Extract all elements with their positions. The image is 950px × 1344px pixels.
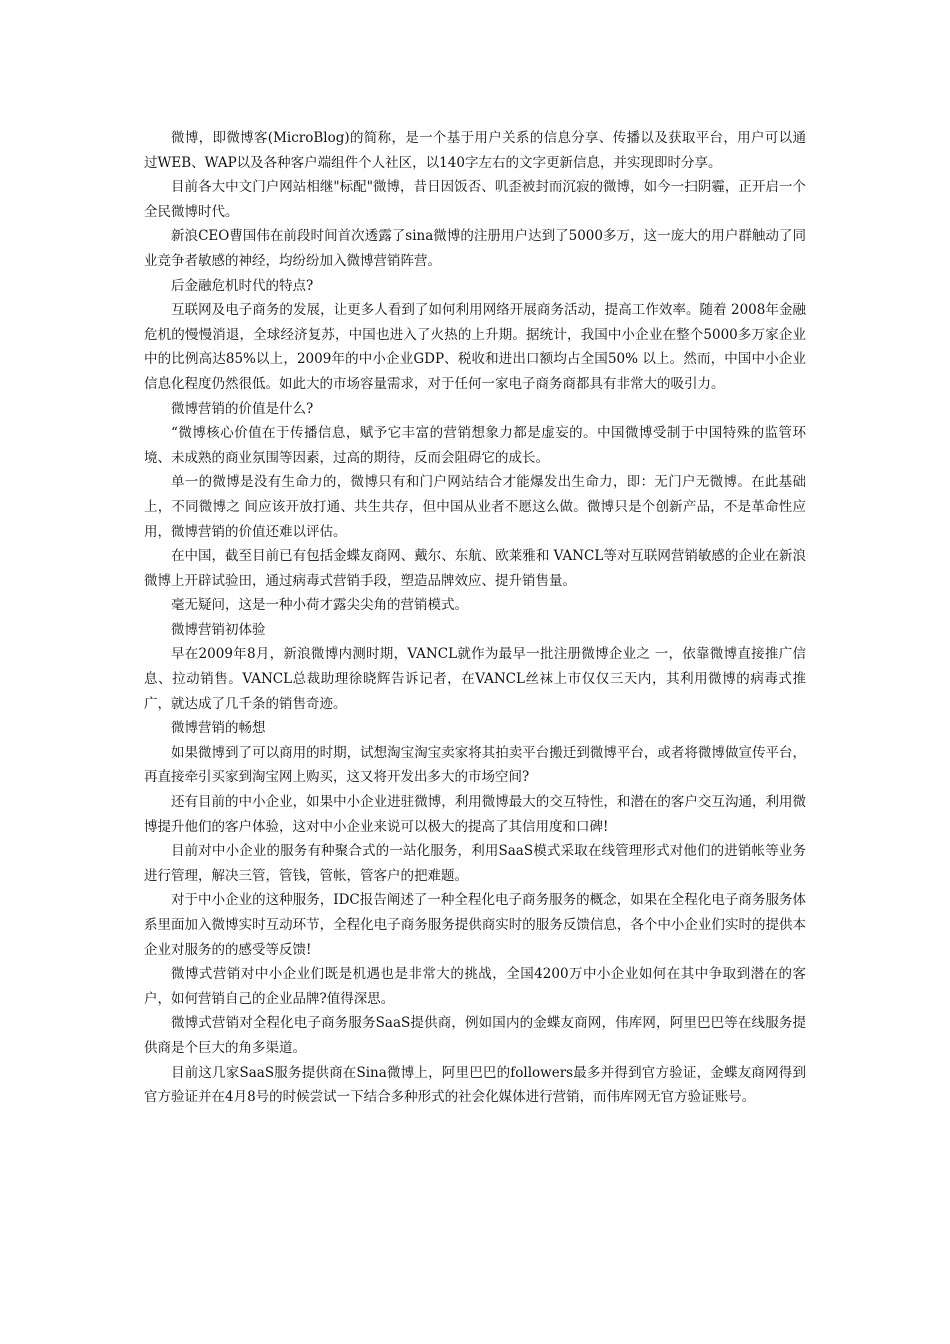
section-heading: 微博营销的价值是什么? <box>171 400 314 417</box>
section-heading: 后金融危机时代的特点? <box>171 277 314 294</box>
section-heading: 微博营销初体验 <box>171 621 266 638</box>
paragraph: 早在2009年8月，新浪微博内测时期，VANCL就作为最早一批注册微博企业之 一，依靠微博直接推广信息、拉动销售。VANCL总裁助理徐晓辉告诉记者，在VANCL丝袜上市仅仅三天内，其利用微博的病毒式推广，就达成了几千条的销售奇迹。 <box>144 646 806 712</box>
paragraph: 毫无疑问，这是一种小荷才露尖尖角的营销模式。 <box>171 597 468 614</box>
section-heading: 微博营销的畅想 <box>171 720 266 737</box>
paragraph: 对于中小企业的这种服务，IDC报告阐述了一种全程化电子商务服务的概念，如果在全程化电子商务服务体系里面加入微博实时互动环节，全程化电子商务服务提供商实时的服务反馈信息，各个中小企业们实时的提供本企业对服务的的感受等反馈! <box>144 892 806 958</box>
document-page <box>144 126 806 1110</box>
paragraph: 目前各大中文门户网站相继"标配"微博，昔日因饭否、叽歪被封而沉寂的微博，如今一扫阴霾，正开启一个全民微博时代。 <box>144 179 806 220</box>
paragraph: “微博核心价值在于传播信息，赋予它丰富的营销想象力都是虚妄的。中国微博受制于中国特殊的监管环境、未成熟的商业氛围等因素，过高的期待，反而会阻碍它的成长。 <box>144 425 806 466</box>
paragraph: 微博，即微博客(MicroBlog)的简称，是一个基于用户关系的信息分享、传播以及获取平台，用户可以通过WEB、WAP以及各种客户端组件个人社区，以140字左右的文字更新信息，并实现即时分享。 <box>144 130 806 171</box>
paragraph: 新浪CEO曹国伟在前段时间首次透露了sina微博的注册用户达到了5000多万，这一庞大的用户群触动了同业竞争者敏感的神经，均纷纷加入微博营销阵营。 <box>144 228 806 269</box>
paragraph: 如果微博到了可以商用的时期，试想淘宝淘宝卖家将其拍卖平台搬迁到微博平台，或者将微博做宣传平台，再直接牵引买家到淘宝网上购买，这又将开发出多大的市场空间? <box>144 744 806 786</box>
paragraph: 目前对中小企业的服务有种聚合式的一站化服务，利用SaaS模式采取在线管理形式对他们的进销帐等业务进行管理，解决三管，管钱，管帐，管客户的把难题。 <box>144 843 806 884</box>
paragraph: 互联网及电子商务的发展，让更多人看到了如何利用网络开展商务活动，提高工作效率。随着 2008年金融危机的慢慢消退，全球经济复苏，中国也进入了火热的上升期。据统计，我国中小企业在整个5000多万家企业中的比例高达85%以上，2009年的中小企业GDP、税收和进出口额均占全国50% 以上。然而，中国中小企业信息化程度仍然很低。如此大的市场容量需求，对于任何一家电子商务商都具有非常大的吸引力。 <box>144 302 806 392</box>
paragraph: 微博式营销对全程化电子商务服务SaaS提供商，例如国内的金蝶友商网，伟库网，阿里巴巴等在线服务提供商是个巨大的角多渠道。 <box>144 1015 806 1056</box>
paragraph: 在中国，截至目前已有包括金蝶友商网、戴尔、东航、欧莱雅和 VANCL等对互联网营销敏感的企业在新浪微博上开辟试验田，通过病毒式营销手段，塑造品牌效应、提升销售量。 <box>144 548 806 589</box>
paragraph: 目前这几家SaaS服务提供商在Sina微博上，阿里巴巴的followers最多并得到官方验证，金蝶友商网得到官方验证并在4月8号的时候尝试一下结合多种形式的社会化媒体进行营销，而伟库网无官方验证账号。 <box>144 1064 806 1106</box>
paragraph: 微博式营销对中小企业们既是机遇也是非常大的挑战，全国4200万中小企业如何在其中争取到潜在的客户，如何营销自己的企业品牌?值得深思。 <box>144 966 806 1007</box>
paragraph: 还有目前的中小企业，如果中小企业进驻微博，利用微博最大的交互特性，和潜在的客户交互沟通，利用微博提升他们的客户体验，这对中小企业来说可以极大的提高了其信用度和口碑! <box>144 794 806 835</box>
paragraph: 单一的微博是没有生命力的，微博只有和门户网站结合才能爆发出生命力，即：无门户无微博。在此基础上，不同微博之 间应该开放打通、共生共存，但中国从业者不愿这么做。微博只是个创新产品，不是革命性应用，微博营销的价值还难以评估。 <box>144 474 806 540</box>
